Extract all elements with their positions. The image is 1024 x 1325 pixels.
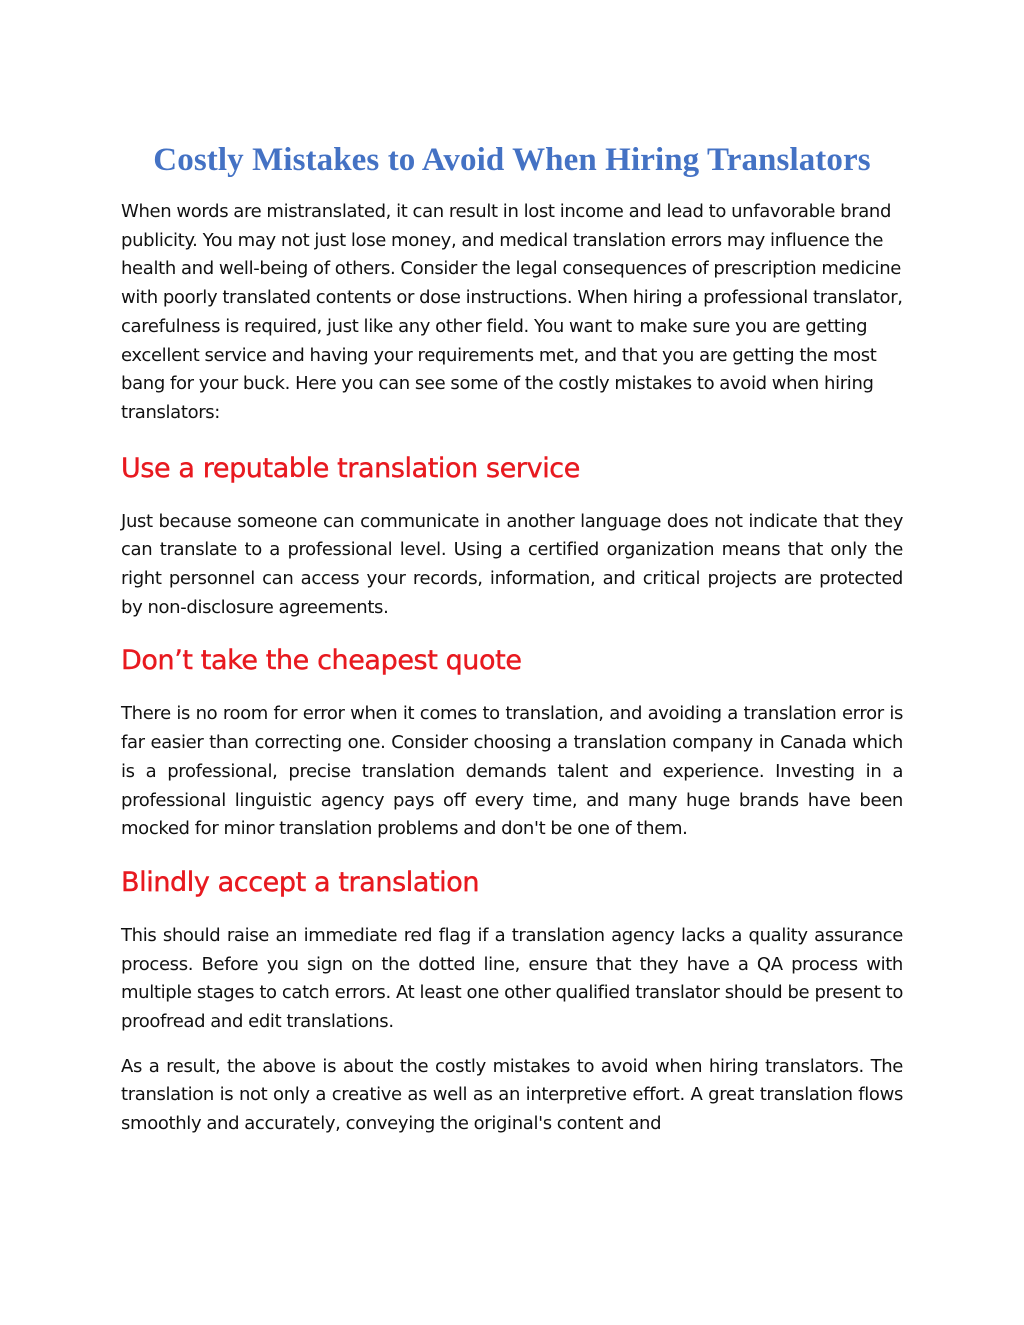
document-title: Costly Mistakes to Avoid When Hiring Translators <box>153 142 871 178</box>
section-body-blindly-accept: This should raise an immediate red flag if a translation agency lacks a quality assurance process. Before you sign on the dotted line, ensure that they have a QA process with multiple stages to catch errors. At least one other qualified translator should be present to proofread and edit translations. <box>121 924 903 1033</box>
section-body-reputable-service: Just because someone can communicate in another language does not indicate that they can translate to a professional level. Using a certified organization means that only the right personnel can access your records, information, and critical projects are protected by non-disclosure agreements. <box>121 510 903 618</box>
conclusion-paragraph: As a result, the above is about the costly mistakes to avoid when hiring translators. The translation is not only a creative as well as an interpretive effort. A great translation flows smoothly and accurately, conveying the original's content and <box>121 1055 903 1135</box>
section-body-cheapest-quote: There is no room for error when it comes to translation, and avoiding a translation error is far easier than correcting one. Consider choosing a translation company in Canada which is a professional, precise translation demands talent and experience. Investing in a professional linguistic agency pays off every time, and many huge brands have been mocked for minor translation problems and don't be one of them. <box>121 703 903 840</box>
intro-paragraph: When words are mistranslated, it can result in lost income and lead to unfavorable brand publicity. You may not just lose money, and medical translation errors may influence the health and well-being of others. Consider the legal consequences of prescription medicine with poorly translated contents or dose instructions. When hiring a professional translator, carefulness is required, just like any other field. You want to make sure you are getting excellent service and having your requirements met, and that you are getting the most bang for your buck. Here you can see some of the costly mistakes to avoid when hiring translators: <box>121 201 903 423</box>
section-heading-reputable-service: Use a reputable translation service <box>121 452 580 484</box>
section-heading-blindly-accept: Blindly accept a translation <box>121 866 480 898</box>
document-page <box>121 138 903 1139</box>
section-heading-cheapest-quote: Don’t take the cheapest quote <box>121 645 522 677</box>
